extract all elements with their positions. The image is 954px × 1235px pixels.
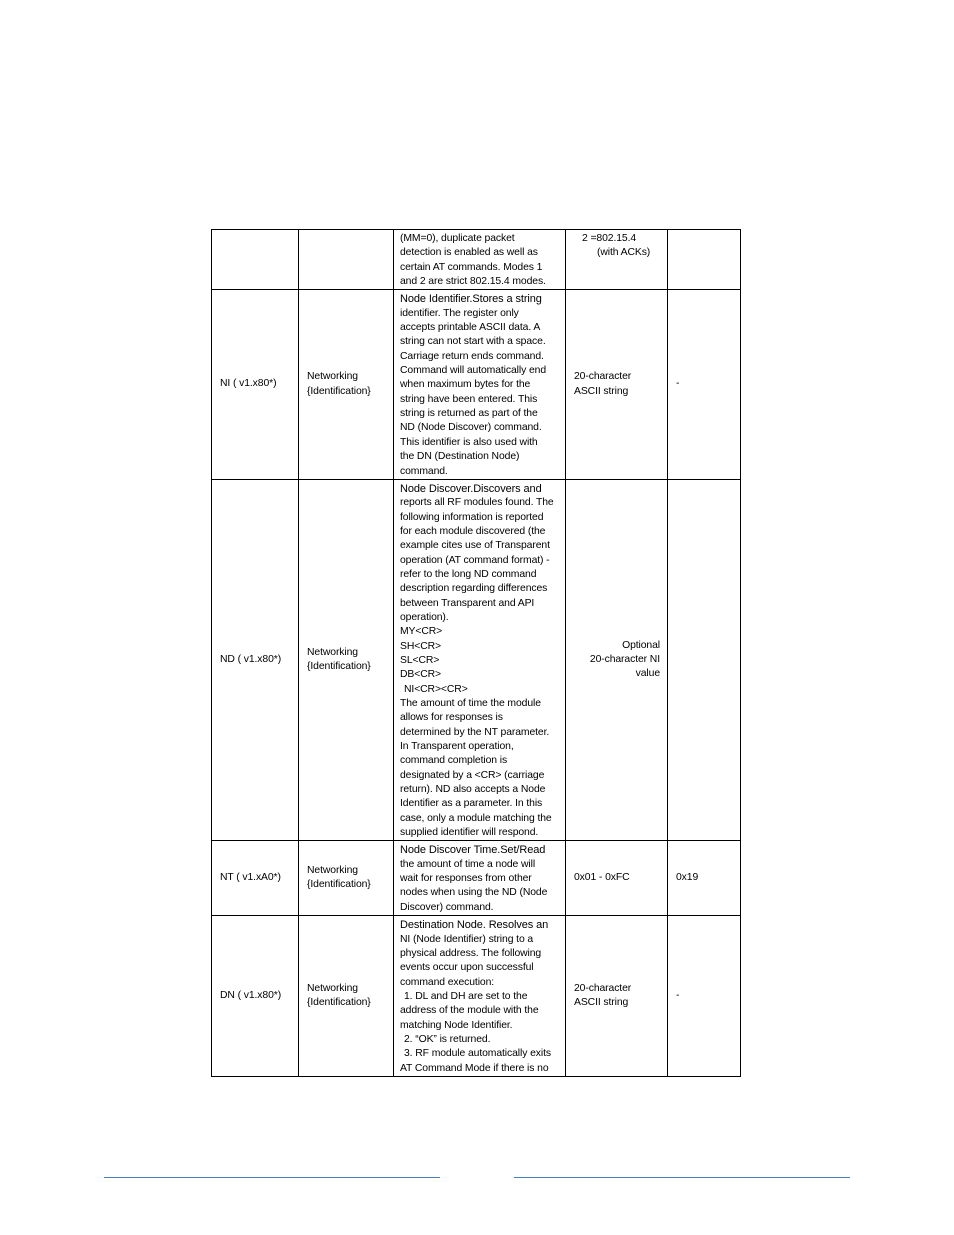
table-row xyxy=(212,230,741,290)
description-cell: Node Discover Time.Set/Read the amount of time a node will wait for responses from other nodes when using the ND (Node Discover) command. xyxy=(394,841,566,916)
category-cell: Networking {Identification} xyxy=(299,916,394,1077)
command-cell: DN ( v1.x80*) xyxy=(212,916,299,1077)
command-cell xyxy=(212,230,299,290)
category-cell: Networking {Identification} xyxy=(299,479,394,841)
description-cell: Destination Node. Resolves an NI (Node Identifier) string to a physical address. The following events occur upon successful command execution: 1. DL and DH are set to the address of the module with the matching Node Identifier. 2. “OK” is returned. 3. RF module automatically exits AT Command Mode if there is no xyxy=(394,916,566,1077)
default-cell: - xyxy=(668,290,741,479)
range-cell: 2 =802.15.4 (with ACKs) xyxy=(566,230,668,290)
range-cell: Optional 20-character NI value xyxy=(566,479,668,841)
category-cell: Networking {Identification} xyxy=(299,290,394,479)
description-cell: (MM=0), duplicate packet detection is enabled as well as certain AT commands. Modes 1 and 2 are strict 802.15.4 modes. xyxy=(394,230,566,290)
command-cell: NI ( v1.x80*) xyxy=(212,290,299,479)
default-cell: - xyxy=(668,916,741,1077)
table-row xyxy=(212,916,741,1077)
footer-rule-right xyxy=(514,1177,850,1178)
table-row xyxy=(212,841,741,916)
description-cell: Node Identifier.Stores a string identifier. The register only accepts printable ASCII data. A string can not start with a space. Carriage return ends command. Command will automatically end when maximum bytes for the string have been entered. This string is returned as part of the ND (Node Discover) command. This identifier is also used with the DN (Destination Node) command. xyxy=(394,290,566,479)
at-command-table xyxy=(211,229,741,1077)
command-cell: NT ( v1.xA0*) xyxy=(212,841,299,916)
category-cell xyxy=(299,230,394,290)
range-cell: 20-character ASCII string xyxy=(566,916,668,1077)
range-cell: 0x01 - 0xFC xyxy=(566,841,668,916)
default-cell: 0x19 xyxy=(668,841,741,916)
category-cell: Networking {Identification} xyxy=(299,841,394,916)
default-cell xyxy=(668,479,741,841)
description-cell: Node Discover.Discovers and reports all RF modules found. The following information is reported for each module discovered (the example cites use of Transparent operation (AT command format) - refer to the long ND command description regarding differences between Transparent and API operation). MY<CR> SH<CR> SL<CR> DB<CR> NI<CR><CR> The amount of time the module allows for responses is determined by the NT parameter. In Transparent operation, command completion is designated by a <CR> (carriage return). ND also accepts a Node Identifier as a parameter. In this case, only a module matching the supplied identifier will respond. xyxy=(394,479,566,841)
command-cell: ND ( v1.x80*) xyxy=(212,479,299,841)
default-cell xyxy=(668,230,741,290)
range-cell: 20-character ASCII string xyxy=(566,290,668,479)
table-row xyxy=(212,479,741,841)
footer-rule-left xyxy=(104,1177,440,1178)
table-row xyxy=(212,290,741,479)
